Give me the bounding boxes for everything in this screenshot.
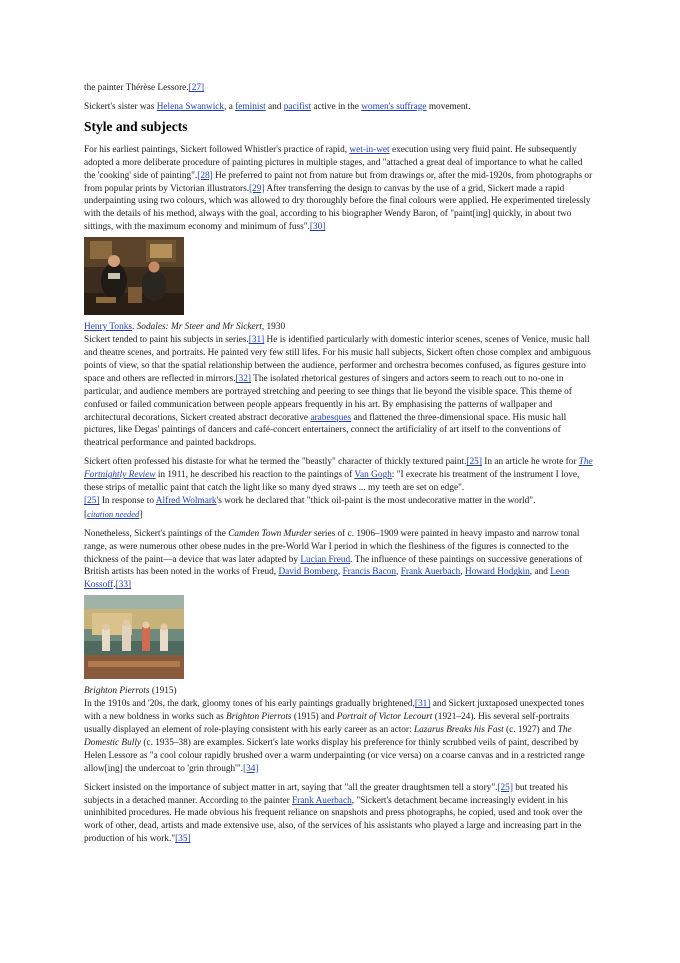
- sodales-painting-thumbnail[interactable]: [84, 237, 184, 315]
- ref-35[interactable]: [35]: [175, 834, 191, 845]
- paragraph-technique: For his earliest paintings, Sickert followed Whistler's practice of rapid, wet-in-wet execution using very fluid paint. He subsequently adopted a more deliberate procedure of painting pictures in multiple stages, and "attached a great deal of importance to what he called the 'cooking' side of painting".[28] He preferred to paint not from nature but from drawings or, after the mid-1920s, from photographs or from popular prints by Victorian illustrators.[29] After transferring the design to canvas by the use of a grid, Sickert made a rapid underpainting using two colours, which was allowed to dry thoroughly before the final colours were applied. He experimented tirelessly with the details of his method, always with the goal, according to his biographer Wendy Baron, of "paint[ing] quickly, in about two sittings, with the maximum economy and minimum of fuss".[30]: [84, 144, 593, 233]
- ref-32[interactable]: [32]: [235, 373, 252, 384]
- brighton-pierrots-thumbnail[interactable]: [84, 595, 184, 679]
- paragraph-subject-matter: Sickert insisted on the importance of subject matter in art, saying that "all the greater draughtsmen tell a story".[25] but treated his subjects in a detached manner. According to the painter Frank Auerbach, "Sickert's detachment became increasingly evident in his uninhibited procedures. He made obvious his frequent reliance on snapshots and press photographs, he copied, used and took over the work of other, dead, artists and made extensive use, also, of the services of his assistants who played a large and increasing part in the production of his work."[35]: [84, 782, 583, 845]
- link-wet-in-wet[interactable]: wet-in-wet: [349, 144, 390, 155]
- ref-30[interactable]: [30]: [309, 222, 326, 233]
- link-helena-swanwick[interactable]: Helena Swanwick: [156, 101, 225, 112]
- link-feminist[interactable]: feminist: [235, 101, 266, 112]
- citation-needed-link[interactable]: citation needed: [87, 508, 140, 519]
- paragraph-distaste: Sickert often professed his distaste for what he termed the "beastly" character of thickly textured paint.[25] In an article he wrote for The Fortnightly Review in 1911, he described his reaction to the paintings of Van Gogh: "I execrate his treatment of the instrument I love, these strips of metallic paint that catch the light like so many dyed straws ... my teeth are set on edge". [25] In response to Alfred Wolmark's work he declared that "thick oil-paint is the most undecorative matter in the world". [citation needed]: [84, 457, 593, 520]
- link-pacifist[interactable]: pacifist: [283, 101, 312, 112]
- ref-33[interactable]: [33]: [115, 580, 132, 591]
- ref-25-a[interactable]: [25]: [466, 457, 482, 468]
- ref-29[interactable]: [29]: [249, 183, 265, 194]
- ref-27[interactable]: [27]: [188, 83, 205, 93]
- link-lucian-freud[interactable]: Lucian Freud: [300, 554, 351, 565]
- link-david-bomberg[interactable]: David Bomberg: [278, 567, 338, 578]
- link-frank-auerbach-b[interactable]: Frank Auerbach: [292, 795, 352, 806]
- ref-28[interactable]: [28]: [197, 170, 213, 181]
- ref-31[interactable]: [31]: [248, 335, 265, 346]
- paragraph-camden-town: Nonetheless, Sickert's paintings of the Camden Town Murder series of c. 1906–1909 were painted in heavy impasto and narrow tonal range, as were numerous other obese nudes in the pre-World War I period in which the fleshiness of the figures is connected to the thickness of the paint—a device that was later adapted by Lucian Freud. The influence of these paintings on successive generations of British artists has been noted in the works of Freud, David Bomberg, Francis Bacon, Frank Auerbach, Howard Hodgkin, and Leon Kossoff.[33]: [84, 528, 583, 591]
- ref-25-c[interactable]: [25]: [497, 782, 513, 793]
- paragraph-brighter-tones: In the 1910s and '20s, the dark, gloomy tones of his early paintings gradually brightened,[31] and Sickert juxtaposed unexpected tones with a new boldness in works such as Brighton Pierrots (1915) and Portrait of Victor Lecourt (1921–24). His several self-portraits usually displayed an element of role-playing consistent with his early career as an actor: Lazarus Breaks his Fast (c. 1927) and The Domestic Bully (c. 1935–38) are examples. Sickert's late works display his preference for thinly scrubbed veils of paint, described by Helen Lessore as "a cool colour rapidly brushed over a warm underpainting (or vice versa) on a coarse canvas and in a restricted range allow[ing] the undercoat to 'grin through'".[34]: [84, 699, 585, 774]
- link-arabesques[interactable]: arabesques: [310, 412, 352, 423]
- link-francis-bacon[interactable]: Francis Bacon: [342, 567, 397, 578]
- paragraph-sister: Sickert's sister was Helena Swanwick, a feminist and pacifist active in the women's suffrage movement.: [84, 101, 471, 112]
- ref-34[interactable]: [34]: [242, 763, 259, 774]
- link-howard-hodgkin[interactable]: Howard Hodgkin: [464, 567, 530, 578]
- paragraph-lessore: the painter Thérèse Lessore.[27]: [84, 83, 205, 93]
- figure-caption-brighton-pierrots: Brighton Pierrots (1915): [84, 686, 177, 697]
- link-van-gogh[interactable]: Van Gogh: [354, 470, 392, 481]
- ref-25-b[interactable]: [25]: [84, 495, 100, 506]
- paragraph-series: Sickert tended to paint his subjects in series.[31] He is identified particularly with domestic interior scenes, scenes of Venice, music hall and theatre scenes, and portraits. He painted very few still lifes. For his music hall subjects, Sickert often chose complex and ambiguous points of view, so that the spatial relationship between the audience, performer and orchestra becomes confused, as figures gesture into space and others are reflected in mirrors.[32] The isolated rhetorical gestures of singers and actors seem to reach out to no-one in particular, and audience members are portrayed stretching and peering to see things that lie beyond the visible space. This theme of confused or failed communication between people appears frequently in his art. By emphasising the patterns of wallpaper and architectural decorations, Sickert created abstract decorative arabesques and flattened the three-dimensional space. His music hall pictures, like Degas' paintings of dancers and café-concert entertainers, connect the artificiality of art itself to the conventions of theatrical performance and painted backdrops.: [84, 335, 591, 449]
- article-body: [84, 82, 596, 846]
- link-frank-auerbach-a[interactable]: Frank Auerbach: [400, 567, 461, 578]
- link-henry-tonks[interactable]: Henry Tonks: [84, 322, 132, 333]
- figure-caption-sodales: Henry Tonks. Sodales: Mr Steer and Mr Sickert, 1930: [84, 322, 286, 333]
- link-fortnightly-review[interactable]: The Fortnightly Review: [84, 457, 593, 481]
- section-heading: Style and subjects: [84, 118, 188, 134]
- ref-31-b[interactable]: [31]: [414, 699, 431, 710]
- link-leon-kossoff[interactable]: Leon Kossoff: [84, 567, 570, 591]
- link-alfred-wolmark[interactable]: Alfred Wolmark: [155, 495, 217, 506]
- link-womens-suffrage[interactable]: women's suffrage: [361, 101, 427, 112]
